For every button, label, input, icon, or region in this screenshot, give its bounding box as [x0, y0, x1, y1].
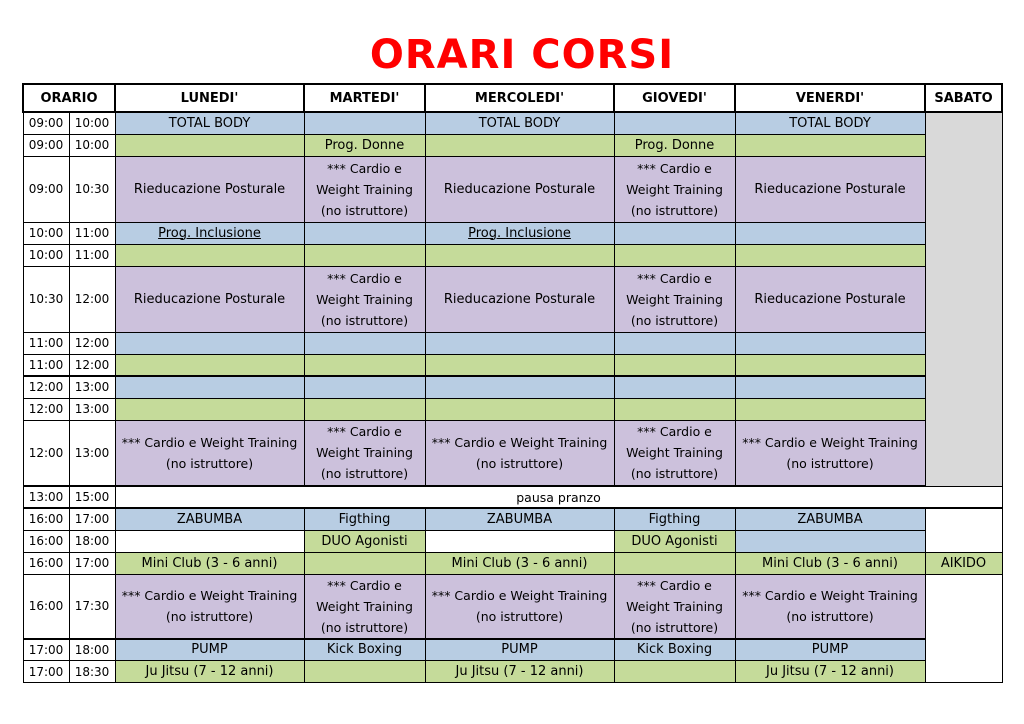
course-cell: Kick Boxing — [304, 639, 425, 661]
course-cell — [735, 376, 925, 398]
table-row — [23, 332, 1002, 354]
course-cell — [115, 398, 304, 420]
course-cell: PUMP — [735, 639, 925, 661]
time-end: 18:00 — [69, 639, 115, 661]
table-row — [23, 266, 1002, 332]
saturday-empty-block — [925, 574, 1002, 683]
time-end: 11:00 — [69, 244, 115, 266]
course-cell — [304, 222, 425, 244]
course-cell: Ju Jitsu (7 - 12 anni) — [735, 661, 925, 683]
table-row — [23, 420, 1002, 486]
saturday-closed-block — [925, 112, 1002, 486]
time-end: 17:00 — [69, 508, 115, 530]
course-cell — [304, 552, 425, 574]
time-end: 12:00 — [69, 266, 115, 332]
course-cell: *** Cardio e Weight Training (no istruttore) — [614, 266, 735, 332]
course-cell — [304, 376, 425, 398]
course-cell — [614, 398, 735, 420]
course-cell — [614, 332, 735, 354]
header-row — [23, 84, 1002, 112]
time-end: 13:00 — [69, 398, 115, 420]
course-cell — [614, 222, 735, 244]
time-end: 18:00 — [69, 530, 115, 552]
table-row — [23, 354, 1002, 376]
course-cell: *** Cardio e Weight Training (no istruttore) — [425, 574, 614, 639]
time-end: 10:00 — [69, 134, 115, 156]
time-start: 11:00 — [23, 354, 69, 376]
course-cell — [735, 244, 925, 266]
time-end: 13:00 — [69, 420, 115, 486]
course-cell: PUMP — [115, 639, 304, 661]
time-end: 18:30 — [69, 661, 115, 683]
page-title: ORARI CORSI — [369, 32, 675, 78]
course-cell — [115, 376, 304, 398]
course-cell — [304, 332, 425, 354]
course-cell: Prog. Donne — [614, 134, 735, 156]
course-cell — [614, 354, 735, 376]
course-cell — [425, 398, 614, 420]
time-start: 13:00 — [23, 486, 69, 508]
course-cell: Kick Boxing — [614, 639, 735, 661]
time-start: 09:00 — [23, 112, 69, 134]
time-start: 12:00 — [23, 398, 69, 420]
course-cell — [735, 332, 925, 354]
course-cell — [614, 552, 735, 574]
course-cell: *** Cardio e Weight Training (no istruttore) — [425, 420, 614, 486]
time-start: 17:00 — [23, 639, 69, 661]
course-cell — [735, 354, 925, 376]
course-cell: *** Cardio e Weight Training (no istruttore) — [614, 420, 735, 486]
header-giovedi: GIOVEDI' — [614, 84, 735, 112]
time-start: 16:00 — [23, 552, 69, 574]
saturday-empty-block — [925, 508, 1002, 552]
lunch-break: pausa pranzo — [115, 486, 1002, 508]
time-start: 16:00 — [23, 530, 69, 552]
course-cell — [115, 530, 304, 552]
course-cell: Prog. Donne — [304, 134, 425, 156]
header-sabato: SABATO — [925, 84, 1002, 112]
time-end: 17:00 — [69, 552, 115, 574]
schedule-table — [22, 83, 1003, 683]
course-cell — [735, 134, 925, 156]
table-row — [23, 552, 1002, 574]
time-end: 15:00 — [69, 486, 115, 508]
course-cell: Rieducazione Posturale — [115, 156, 304, 222]
course-cell: *** Cardio e Weight Training (no istruttore) — [614, 156, 735, 222]
course-cell: Prog. Inclusione — [115, 222, 304, 244]
time-end: 10:30 — [69, 156, 115, 222]
time-end: 10:00 — [69, 112, 115, 134]
course-cell — [304, 354, 425, 376]
course-cell — [425, 244, 614, 266]
course-cell: TOTAL BODY — [115, 112, 304, 134]
course-cell — [614, 244, 735, 266]
time-start: 12:00 — [23, 420, 69, 486]
header-venerdi: VENERDI' — [735, 84, 925, 112]
course-cell: Rieducazione Posturale — [115, 266, 304, 332]
time-end: 17:30 — [69, 574, 115, 639]
course-cell — [425, 354, 614, 376]
time-start: 16:00 — [23, 574, 69, 639]
time-start: 12:00 — [23, 376, 69, 398]
table-row — [23, 530, 1002, 552]
course-cell — [425, 332, 614, 354]
course-cell: *** Cardio e Weight Training (no istruttore) — [304, 574, 425, 639]
course-cell: Rieducazione Posturale — [425, 156, 614, 222]
course-cell — [304, 244, 425, 266]
time-start: 09:00 — [23, 156, 69, 222]
course-cell — [735, 398, 925, 420]
table-row — [23, 244, 1002, 266]
course-cell: Prog. Inclusione — [425, 222, 614, 244]
course-cell: *** Cardio e Weight Training (no istruttore) — [115, 574, 304, 639]
time-end: 12:00 — [69, 332, 115, 354]
table-row — [23, 222, 1002, 244]
course-cell: *** Cardio e Weight Training (no istruttore) — [735, 420, 925, 486]
table-row — [23, 661, 1002, 683]
course-cell: TOTAL BODY — [425, 112, 614, 134]
table-row — [23, 134, 1002, 156]
course-cell: Mini Club (3 - 6 anni) — [115, 552, 304, 574]
course-cell — [425, 530, 614, 552]
course-cell: *** Cardio e Weight Training (no istruttore) — [304, 420, 425, 486]
table-row — [23, 486, 1002, 508]
course-cell — [425, 134, 614, 156]
course-cell — [735, 530, 925, 552]
course-cell: ZABUMBA — [735, 508, 925, 530]
course-cell: Ju Jitsu (7 - 12 anni) — [425, 661, 614, 683]
time-start: 10:30 — [23, 266, 69, 332]
table-row — [23, 574, 1002, 639]
course-cell — [115, 244, 304, 266]
course-cell — [614, 661, 735, 683]
course-cell: Ju Jitsu (7 - 12 anni) — [115, 661, 304, 683]
time-start: 10:00 — [23, 222, 69, 244]
course-cell — [425, 376, 614, 398]
course-cell: DUO Agonisti — [304, 530, 425, 552]
table-row — [23, 639, 1002, 661]
time-end: 12:00 — [69, 354, 115, 376]
course-cell: *** Cardio e Weight Training (no istruttore) — [735, 574, 925, 639]
course-cell: PUMP — [425, 639, 614, 661]
table-row — [23, 112, 1002, 134]
course-cell: *** Cardio e Weight Training (no istruttore) — [614, 574, 735, 639]
course-cell — [614, 112, 735, 134]
course-cell: ZABUMBA — [425, 508, 614, 530]
course-cell: Figthing — [614, 508, 735, 530]
time-start: 16:00 — [23, 508, 69, 530]
header-mercoledi: MERCOLEDI' — [425, 84, 614, 112]
course-cell: ZABUMBA — [115, 508, 304, 530]
course-cell: Mini Club (3 - 6 anni) — [735, 552, 925, 574]
time-start: 10:00 — [23, 244, 69, 266]
course-cell: TOTAL BODY — [735, 112, 925, 134]
course-cell — [304, 398, 425, 420]
header-martedi: MARTEDI' — [304, 84, 425, 112]
course-cell: *** Cardio e Weight Training (no istruttore) — [304, 266, 425, 332]
table-row — [23, 398, 1002, 420]
course-cell — [614, 376, 735, 398]
course-cell — [115, 354, 304, 376]
course-cell — [304, 661, 425, 683]
time-start: 17:00 — [23, 661, 69, 683]
table-row — [23, 508, 1002, 530]
table-row — [23, 156, 1002, 222]
course-cell: DUO Agonisti — [614, 530, 735, 552]
course-cell: *** Cardio e Weight Training (no istruttore) — [304, 156, 425, 222]
course-cell: Rieducazione Posturale — [735, 156, 925, 222]
time-end: 11:00 — [69, 222, 115, 244]
course-cell — [115, 134, 304, 156]
course-cell: Mini Club (3 - 6 anni) — [425, 552, 614, 574]
time-start: 11:00 — [23, 332, 69, 354]
course-cell: Rieducazione Posturale — [735, 266, 925, 332]
course-cell-aikido: AIKIDO — [925, 552, 1002, 574]
course-cell — [115, 332, 304, 354]
table-row — [23, 376, 1002, 398]
course-cell — [735, 222, 925, 244]
course-cell — [304, 112, 425, 134]
course-cell: Rieducazione Posturale — [425, 266, 614, 332]
time-start: 09:00 — [23, 134, 69, 156]
header-orario: ORARIO — [23, 84, 115, 112]
course-cell: *** Cardio e Weight Training (no istruttore) — [115, 420, 304, 486]
time-end: 13:00 — [69, 376, 115, 398]
course-cell: Figthing — [304, 508, 425, 530]
header-lunedi: LUNEDI' — [115, 84, 304, 112]
